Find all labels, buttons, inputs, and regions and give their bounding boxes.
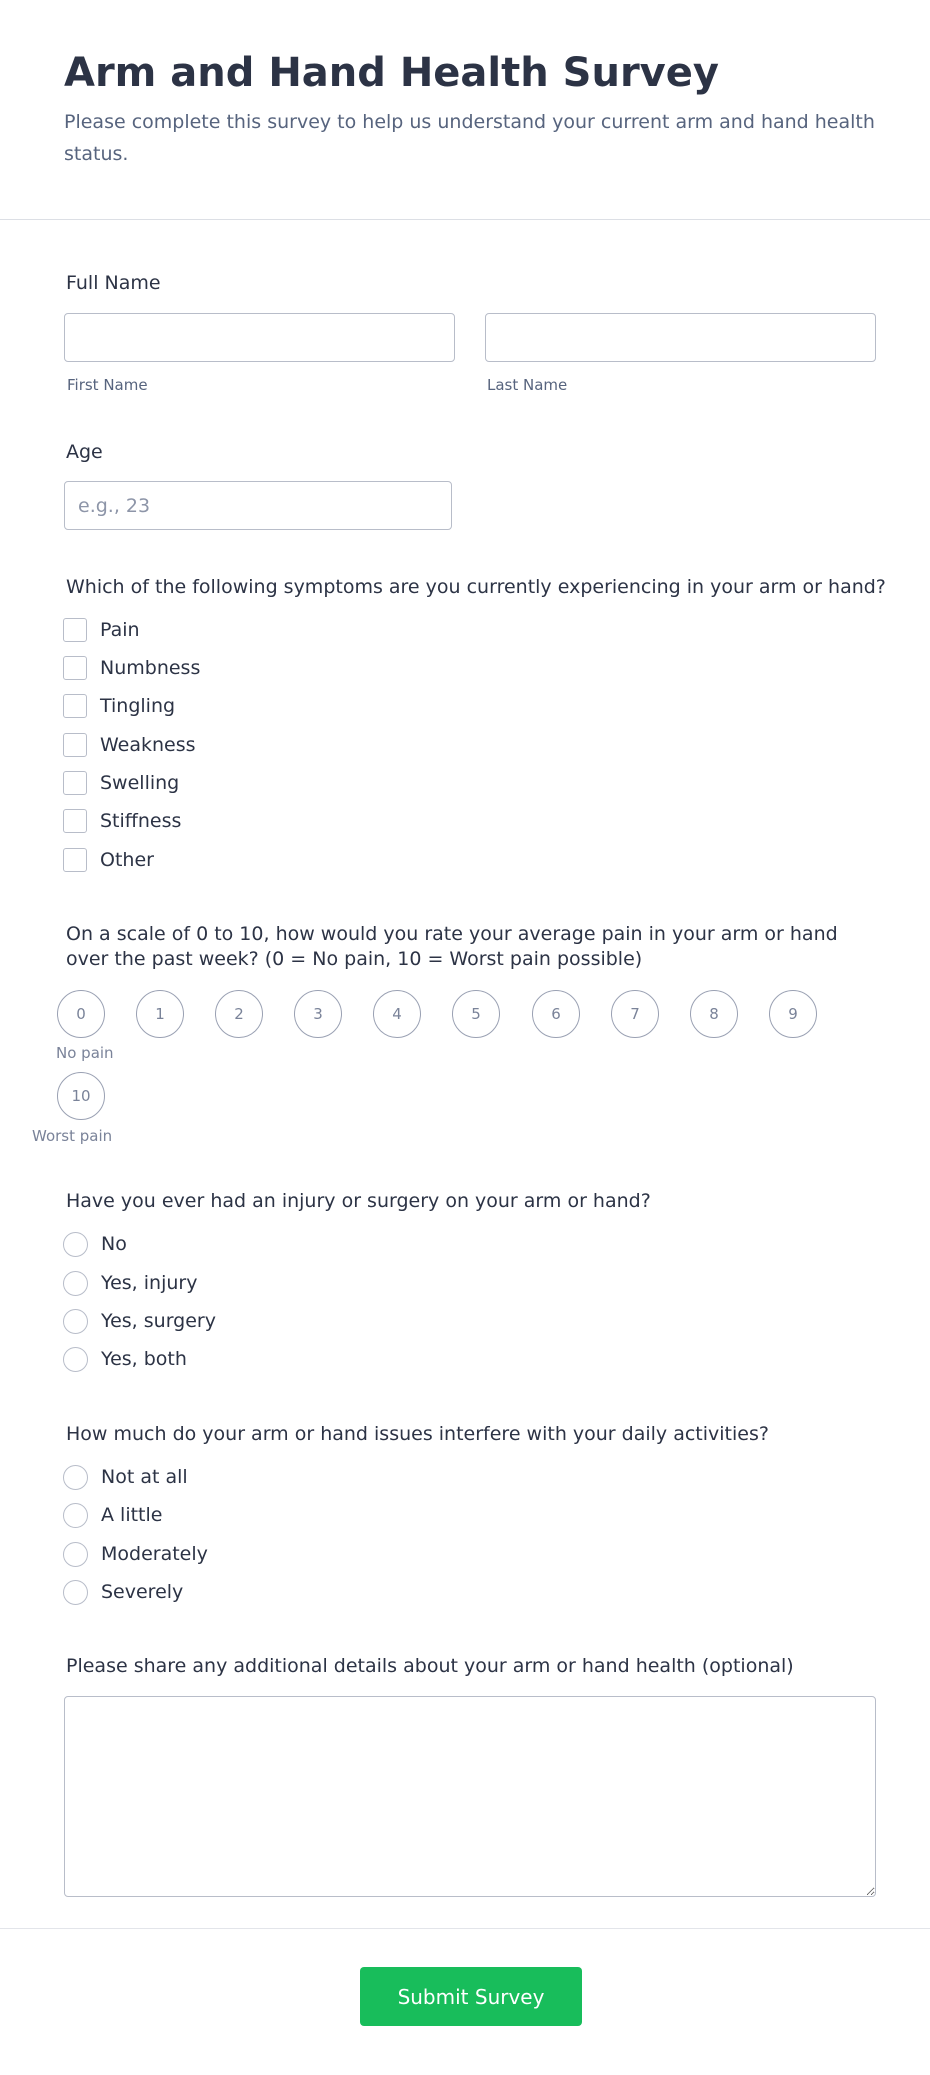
injury-option-yes-injury[interactable] (63, 1269, 197, 1297)
page-title: Arm and Hand Health Survey (64, 50, 719, 96)
scale-option-3[interactable]: 3 (294, 990, 342, 1038)
checkbox[interactable] (63, 771, 87, 795)
radio-button[interactable] (63, 1232, 88, 1257)
scale-option-8[interactable]: 8 (690, 990, 738, 1038)
radio-button[interactable] (63, 1503, 88, 1528)
scale-option-2[interactable]: 2 (215, 990, 263, 1038)
symptom-option-weakness[interactable] (63, 731, 196, 759)
last-name-input[interactable] (485, 313, 876, 362)
form-footer (0, 1928, 930, 2075)
scale-high-caption: Worst pain (32, 1127, 113, 1145)
scale-option-6[interactable]: 6 (532, 990, 580, 1038)
scale-option-9[interactable]: 9 (769, 990, 817, 1038)
interference-option-a-little[interactable] (63, 1501, 162, 1529)
interference-option-severely[interactable] (63, 1578, 183, 1606)
symptom-option-numbness[interactable] (63, 654, 200, 682)
injury-option-label: Yes, injury (101, 1272, 198, 1294)
interference-option-not-at-all[interactable] (63, 1463, 188, 1491)
details-question: Please share any additional details about your arm or hand health (optional) (66, 1655, 794, 1677)
form-header (0, 0, 930, 220)
checkbox[interactable] (63, 848, 87, 872)
scale-option-7[interactable]: 7 (611, 990, 659, 1038)
symptom-option-label: Pain (100, 619, 140, 641)
interference-option-label: A little (101, 1504, 163, 1526)
last-name-sublabel: Last Name (487, 376, 568, 394)
symptom-option-swelling[interactable] (63, 769, 179, 797)
radio-button[interactable] (63, 1309, 88, 1334)
injury-option-yes-surgery[interactable] (63, 1307, 216, 1335)
first-name-input[interactable] (64, 313, 455, 362)
radio-button[interactable] (63, 1347, 88, 1372)
symptom-option-other[interactable] (63, 846, 154, 874)
injury-question: Have you ever had an injury or surgery on your arm or hand? (66, 1190, 651, 1212)
scale-option-4[interactable]: 4 (373, 990, 421, 1038)
radio-button[interactable] (63, 1271, 88, 1296)
first-name-sublabel: First Name (67, 376, 148, 394)
scale-option-5[interactable]: 5 (452, 990, 500, 1038)
injury-option-yes-both[interactable] (63, 1345, 187, 1373)
page-subtitle: Please complete this survey to help us understand your current arm and hand health status. (64, 111, 875, 165)
symptom-option-pain[interactable] (63, 616, 140, 644)
details-textarea[interactable] (64, 1696, 876, 1897)
symptom-option-label: Stiffness (100, 810, 182, 832)
symptom-option-label: Swelling (100, 772, 180, 794)
scale-option-10[interactable]: 10 (57, 1072, 105, 1120)
scale-option-0[interactable]: 0 (57, 990, 105, 1038)
symptoms-question: Which of the following symptoms are you currently experiencing in your arm or hand? (66, 576, 886, 598)
radio-button[interactable] (63, 1465, 88, 1490)
full-name-label: Full Name (66, 272, 161, 294)
injury-option-label: Yes, both (101, 1348, 187, 1370)
interference-option-label: Moderately (101, 1543, 208, 1565)
checkbox[interactable] (63, 809, 87, 833)
pain-scale-question: On a scale of 0 to 10, how would you rate your average pain in your arm or hand over the past week? (0 = No pain, 10 = Worst pain possible) (66, 923, 838, 970)
interference-option-moderately[interactable] (63, 1540, 208, 1568)
submit-survey-button[interactable]: Submit Survey (360, 1967, 582, 2026)
scale-low-caption: No pain (56, 1044, 114, 1062)
interference-question: How much do your arm or hand issues interfere with your daily activities? (66, 1423, 769, 1445)
age-label: Age (66, 441, 103, 463)
symptom-option-stiffness[interactable] (63, 807, 181, 835)
interference-option-label: Not at all (101, 1466, 188, 1488)
interference-option-label: Severely (101, 1581, 184, 1603)
radio-button[interactable] (63, 1580, 88, 1605)
symptom-option-label: Weakness (100, 734, 196, 756)
symptom-option-label: Tingling (100, 695, 176, 717)
injury-option-label: No (101, 1233, 127, 1255)
checkbox[interactable] (63, 694, 87, 718)
symptom-option-tingling[interactable] (63, 692, 175, 720)
age-input[interactable] (64, 481, 452, 530)
scale-option-1[interactable]: 1 (136, 990, 184, 1038)
checkbox[interactable] (63, 656, 87, 680)
symptom-option-label: Other (100, 849, 154, 871)
symptom-option-label: Numbness (100, 657, 201, 679)
injury-option-no[interactable] (63, 1230, 127, 1258)
radio-button[interactable] (63, 1542, 88, 1567)
checkbox[interactable] (63, 618, 87, 642)
checkbox[interactable] (63, 733, 87, 757)
injury-option-label: Yes, surgery (101, 1310, 216, 1332)
